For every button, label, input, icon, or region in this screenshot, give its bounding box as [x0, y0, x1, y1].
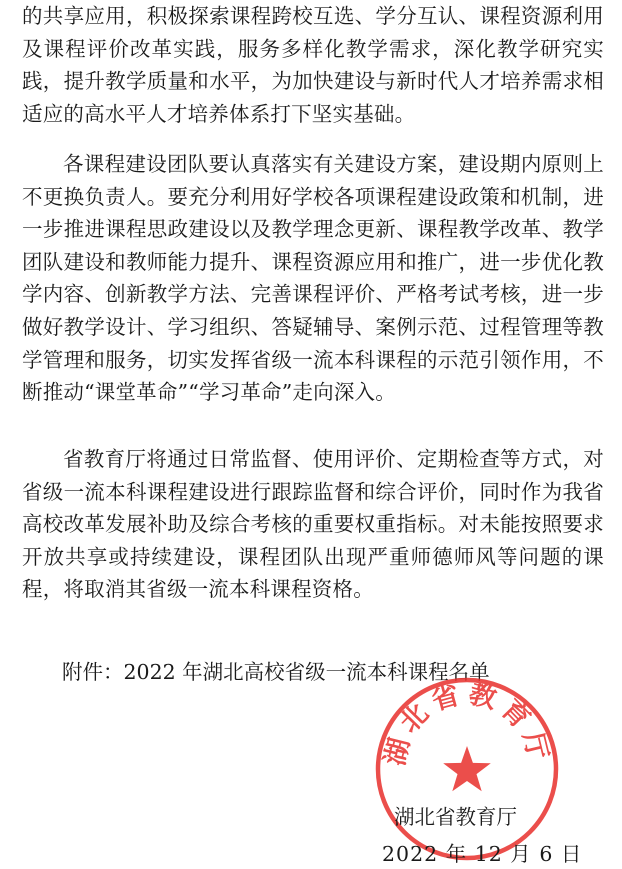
seal-text: 湖北省教育厅 [379, 678, 555, 769]
paragraph-3: 省教育厅将通过日常监督、使用评价、定期检查等方式，对省级一流本科课程建设进行跟踪监督和综合评价，同时作为我省高校改革发展补助及综合考核的重要权重指标。对未能按照要求开放共享或持续建设，课程团队出现严重师德师风等问题的课程，将取消其省级一流本科课程资格。 [22, 447, 604, 602]
paragraph-1: 的共享应用，积极探索课程跨校互选、学分互认、课程资源利用及课程评价改革实践，服务多样化教学需求，深化教学研究实践，提升教学质量和水平，为加快建设与新时代人才培养需求相适应的高水平人才培养体系打下坚实基础。 [22, 4, 604, 126]
issue-date: 2022 年 12 月 6 日 [382, 842, 583, 866]
seal-star-icon [443, 746, 491, 791]
attachment-line: 附件：2022 年湖北高校省级一流本科课程名单 [62, 660, 490, 684]
paragraph-2: 各课程建设团队要认真落实有关建设方案，建设期内原则上不更换负责人。要充分利用好学校各项课程建设政策和机制，进一步推进课程思政建设以及教学理念更新、课程教学改革、教学团队建设和教师能力提升、课程资源应用和推广，进一步优化教学内容、创新教学方法、完善课程评价、严格考试考核，进一步做好教学设计、学习组织、答疑辅导、案例示范、过程管理等教学管理和服务，切实发挥省级一流本科课程的示范引领作用，不断推动“课堂革命”“学习革命”走向深入。 [22, 152, 604, 405]
official-seal [374, 676, 560, 862]
issuer-signature: 湖北省教育厅 [394, 805, 517, 829]
